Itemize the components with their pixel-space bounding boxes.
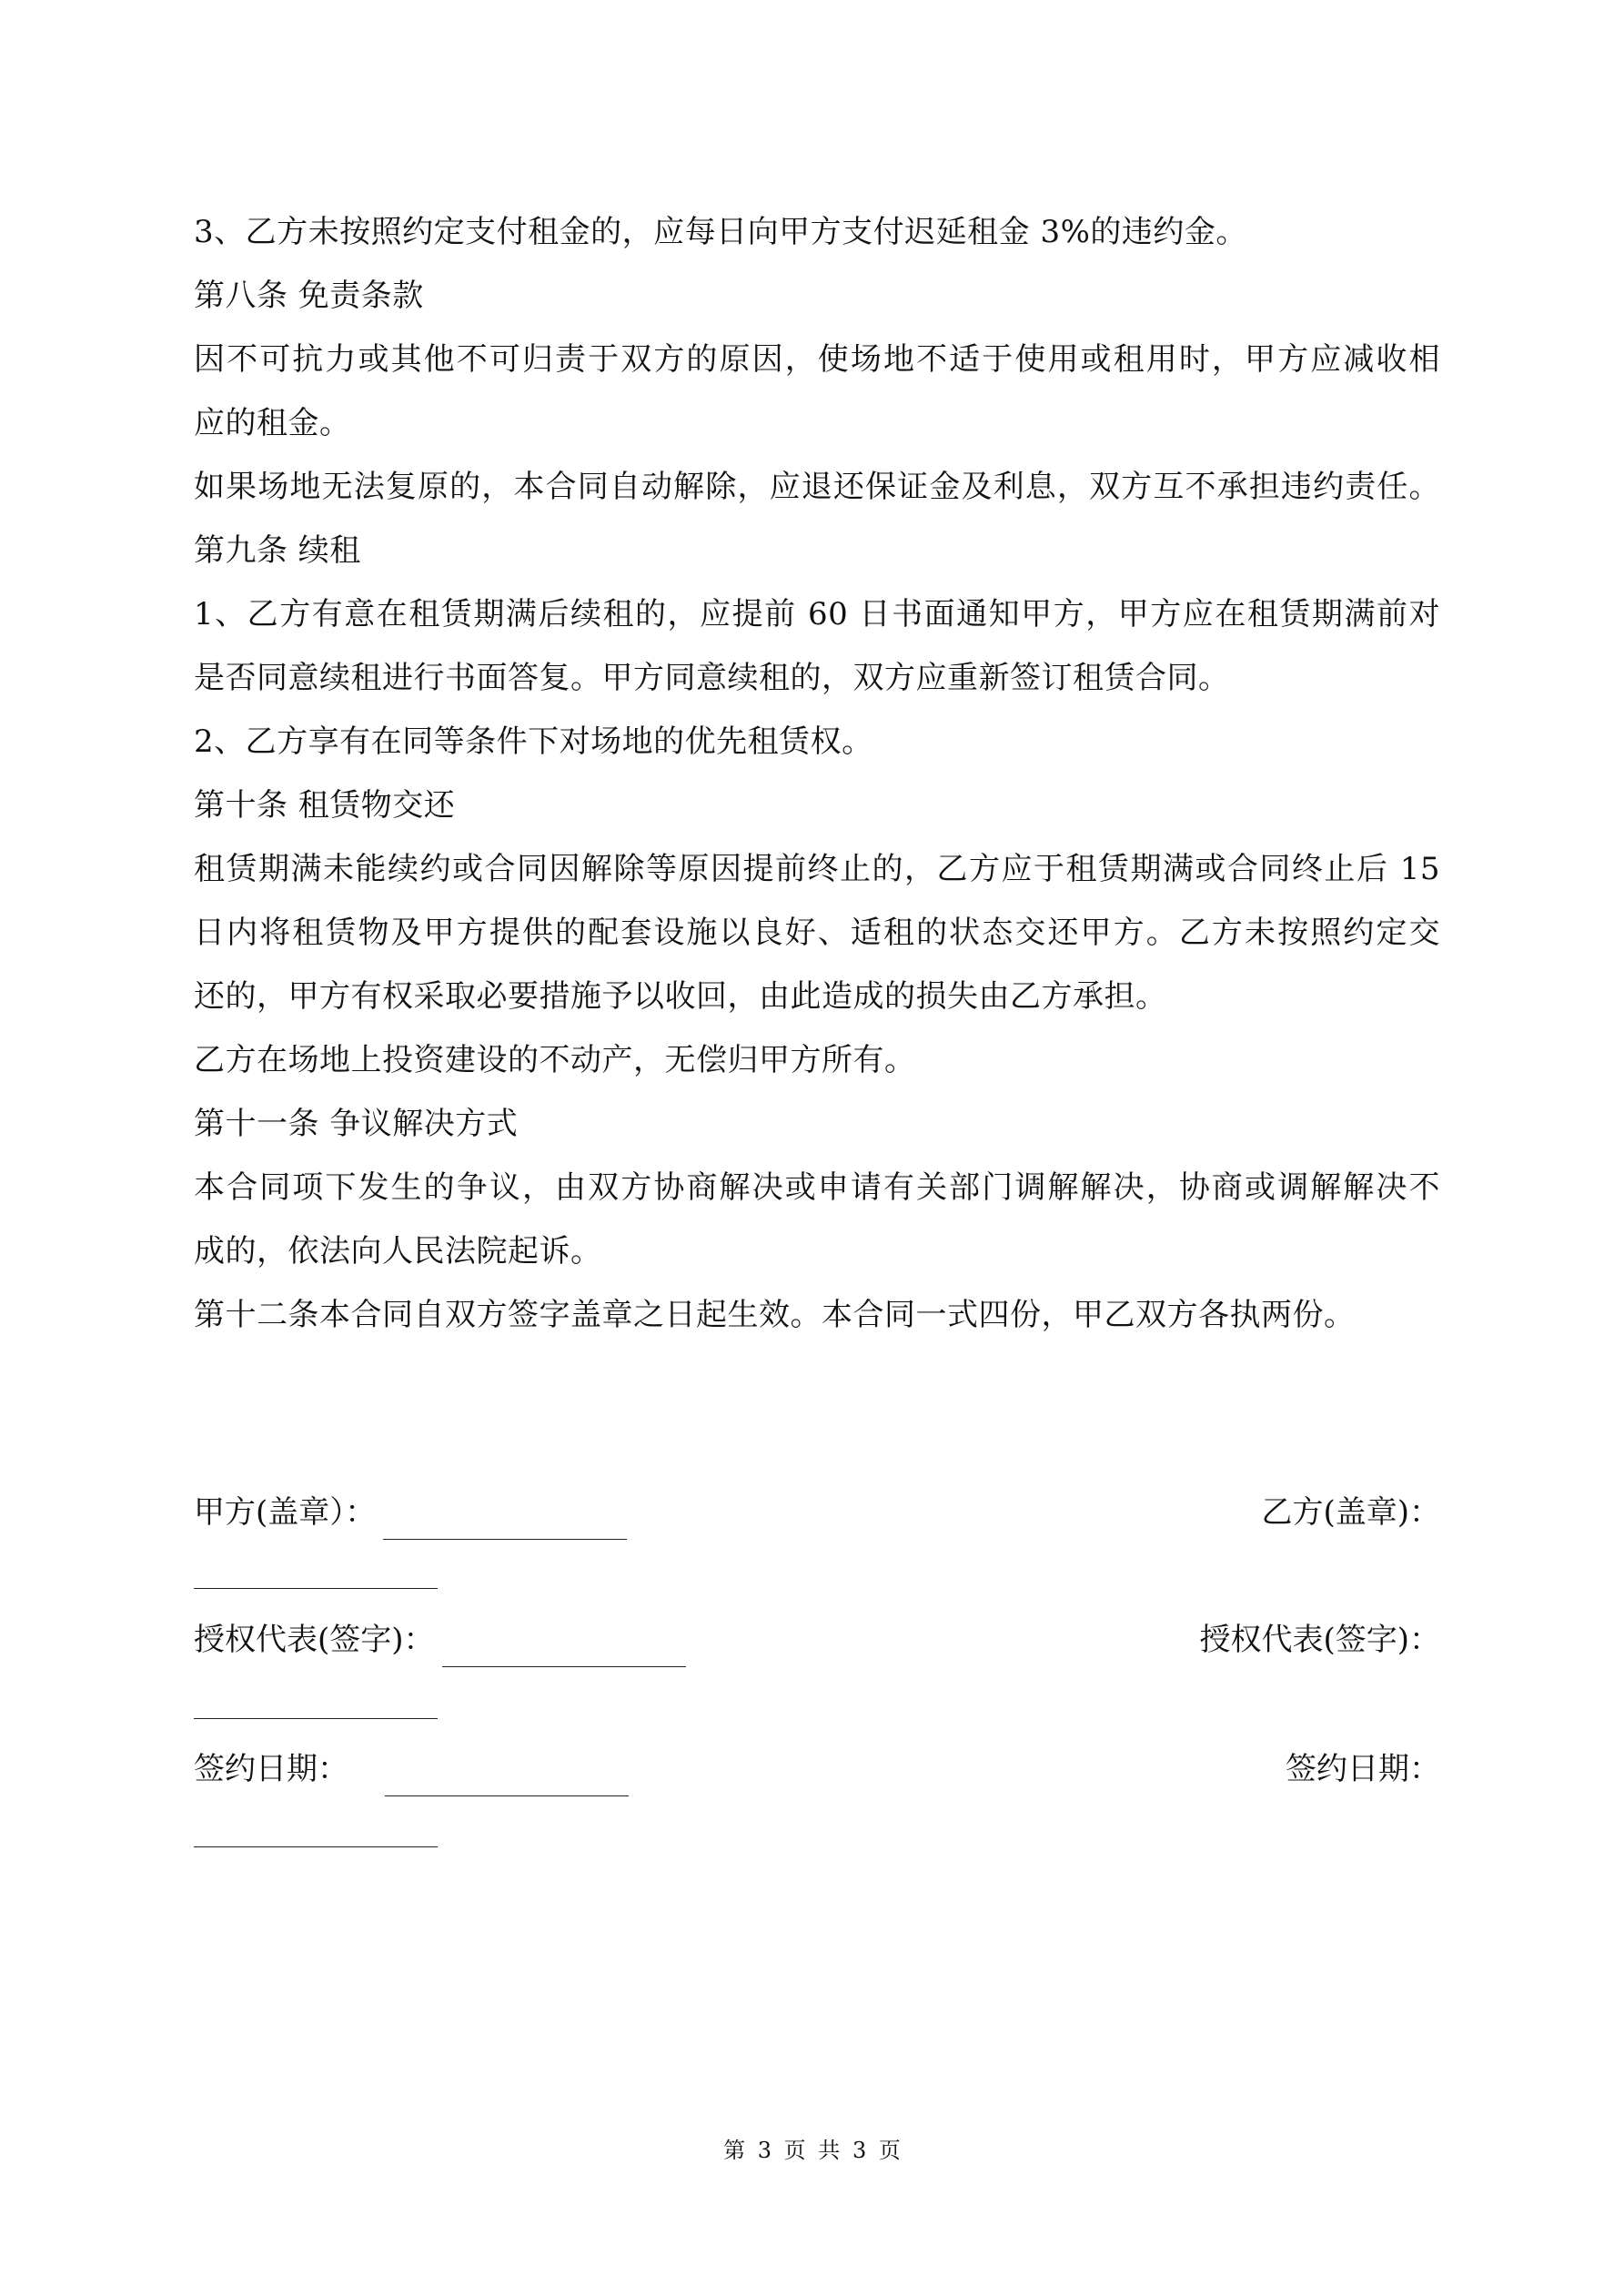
clause-line: 2、乙方享有在同等条件下对场地的优先租赁权。	[194, 723, 873, 760]
section-heading: 第十条 租赁物交还	[194, 787, 456, 824]
party-a-date	[194, 1742, 629, 1796]
contract-body	[194, 200, 1440, 1347]
party-b-seal-label: 乙方(盖章)：	[1261, 1494, 1440, 1531]
clause-line: 日内将租赁物及甲方提供的配套设施以良好、适租的状态交还甲方。乙方未按照约定交	[194, 915, 1440, 951]
clause-line: 如果场地无法复原的，本合同自动解除，应退还保证金及利息，双方互不承担违约责任。	[194, 469, 1440, 505]
clause-line: 租赁期满未能续约或合同因解除等原因提前终止的，乙方应于租赁期满或合同终止后 15	[194, 851, 1440, 887]
signature-row-seal	[194, 1485, 1440, 1540]
party-b-date-field[interactable]	[194, 1846, 438, 1847]
party-a-rep-field[interactable]	[442, 1630, 686, 1667]
party-a-rep-label: 授权代表(签字)：	[194, 1622, 435, 1658]
clause-line: 3、乙方未按照约定支付租金的，应每日向甲方支付迟延租金 3%的违约金。	[194, 214, 1247, 250]
section-heading: 第十一条 争议解决方式	[194, 1106, 519, 1142]
party-a-seal	[194, 1485, 627, 1540]
party-a-seal-label: 甲方(盖章）：	[194, 1494, 377, 1531]
clause-line: 乙方在场地上投资建设的不动产，无偿归甲方所有。	[194, 1042, 916, 1078]
clause-line: 本合同项下发生的争议，由双方协商解决或申请有关部门调解解决，协商或调解解决不	[194, 1169, 1440, 1206]
clause-line: 1、乙方有意在租赁期满后续租的，应提前 60 日书面通知甲方，甲方应在租赁期满前对	[194, 596, 1440, 632]
signature-row-rep	[194, 1613, 1440, 1667]
section-heading: 第九条 续租	[194, 532, 361, 569]
clause-line: 第十二条本合同自双方签字盖章之日起生效。本合同一式四份，甲乙双方各执两份。	[194, 1297, 1356, 1333]
clause-line: 成的，依法向人民法院起诉。	[194, 1233, 602, 1269]
page-footer: 第 3 页 共 3 页	[723, 2138, 901, 2163]
clause-line: 是否同意续租进行书面答复。甲方同意续租的，双方应重新签订租赁合同。	[194, 660, 1230, 696]
party-a-date-field[interactable]	[385, 1759, 629, 1796]
party-b-rep-label: 授权代表(签字)：	[1199, 1622, 1440, 1658]
party-a-date-label: 签约日期：	[194, 1751, 348, 1787]
clause-line: 还的，甲方有权采取必要措施予以收回，由此造成的损失由乙方承担。	[194, 978, 1167, 1015]
section-heading: 第八条 免责条款	[194, 278, 424, 314]
clause-line: 应的租金。	[194, 405, 351, 441]
clause-line: 因不可抗力或其他不可归责于双方的原因，使场地不适于使用或租用时，甲方应减收相	[194, 341, 1440, 378]
signature-row-date	[194, 1742, 1440, 1796]
party-b-rep-field[interactable]	[194, 1718, 438, 1719]
party-a-rep	[194, 1613, 686, 1667]
party-b-seal-field[interactable]	[194, 1588, 438, 1589]
party-a-seal-field[interactable]	[383, 1502, 627, 1540]
party-b-date-label: 签约日期：	[1286, 1751, 1440, 1787]
